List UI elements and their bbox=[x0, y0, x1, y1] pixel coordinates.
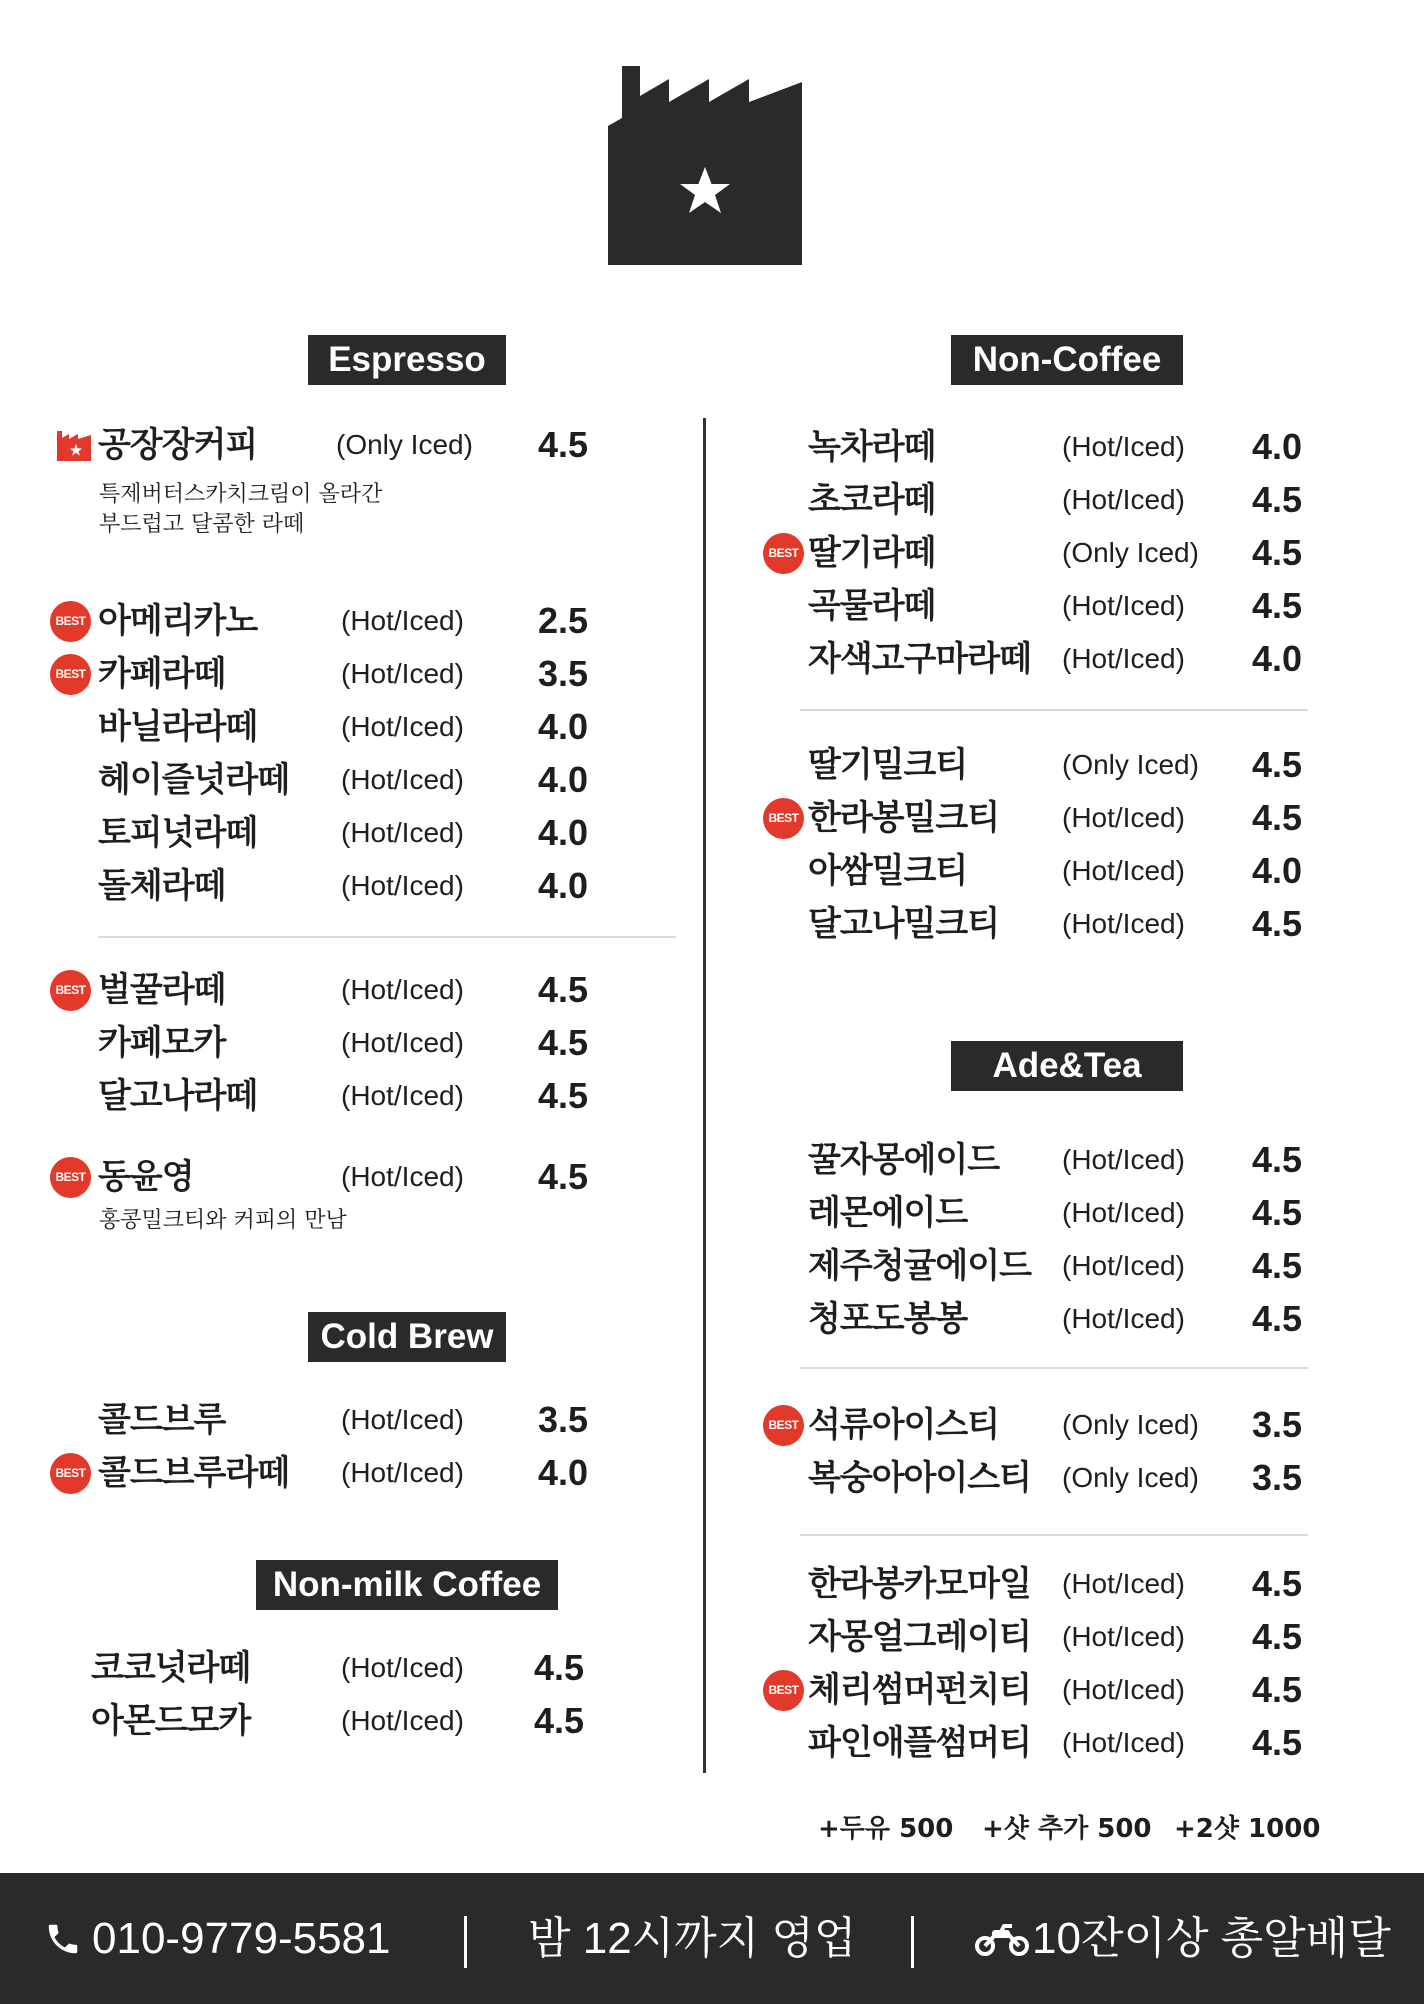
menu-item bbox=[763, 900, 1323, 948]
item-price: 4.5 bbox=[534, 1647, 585, 1688]
menu-item bbox=[763, 423, 1323, 471]
item-price: 4.0 bbox=[1252, 850, 1303, 891]
item-temp: (Hot/Iced) bbox=[341, 870, 464, 901]
section-header-non-coffee: Non-Coffee bbox=[951, 335, 1183, 385]
item-temp: (Hot/Iced) bbox=[1062, 1250, 1185, 1281]
menu-item bbox=[763, 1719, 1323, 1767]
item-name: 복숭아아이스티 bbox=[808, 1458, 1031, 1498]
column-divider bbox=[703, 418, 706, 1773]
footer-separator bbox=[911, 1916, 914, 1968]
item-name: 녹차라떼 bbox=[808, 427, 936, 467]
item-price: 4.5 bbox=[534, 1700, 585, 1741]
item-price: 4.5 bbox=[1252, 1616, 1303, 1657]
footer-phone[interactable]: 010-9779-5581 bbox=[92, 1914, 391, 1963]
item-price: 4.5 bbox=[1252, 479, 1303, 520]
item-temp: (Only Iced) bbox=[1062, 537, 1199, 568]
menu-item bbox=[50, 1396, 610, 1444]
menu-item bbox=[50, 597, 610, 645]
phone-icon bbox=[44, 1920, 82, 1958]
divider-non-coffee bbox=[800, 709, 1308, 711]
menu-item bbox=[50, 1153, 610, 1201]
item-name: 벌꿀라떼 bbox=[98, 970, 226, 1010]
item-price: 4.5 bbox=[1252, 1192, 1303, 1233]
section-header-ade-tea: Ade&Tea bbox=[951, 1041, 1183, 1091]
item-name: 한라봉밀크티 bbox=[808, 798, 1000, 838]
item-name: 카페모카 bbox=[98, 1023, 226, 1063]
item-name: 아몬드모카 bbox=[91, 1701, 251, 1741]
item-temp: (Hot/Iced) bbox=[341, 1652, 464, 1683]
extra-soy: +두유 500 bbox=[818, 1814, 954, 1844]
menu-item bbox=[763, 1613, 1323, 1661]
menu-item bbox=[50, 756, 610, 804]
item-name: 체리썸머펀치티 bbox=[808, 1670, 1031, 1710]
menu-item bbox=[763, 794, 1323, 842]
best-badge: BEST bbox=[50, 1453, 91, 1494]
item-temp: (Hot/Iced) bbox=[341, 1080, 464, 1111]
item-price: 4.5 bbox=[1252, 1563, 1303, 1604]
item-temp: (Hot/Iced) bbox=[1062, 1197, 1185, 1228]
item-name: 코코넛라떼 bbox=[91, 1648, 251, 1688]
item-temp: (Hot/Iced) bbox=[341, 974, 464, 1005]
item-name: 자몽얼그레이티 bbox=[808, 1617, 1031, 1657]
menu-item bbox=[50, 862, 610, 910]
item-price: 4.5 bbox=[538, 424, 589, 465]
item-temp: (Hot/Iced) bbox=[1062, 590, 1185, 621]
item-description: 홍콩밀크티와 커피의 만남 bbox=[99, 1208, 347, 1233]
item-price: 4.0 bbox=[538, 1452, 589, 1493]
best-badge: BEST bbox=[763, 533, 804, 574]
item-name: 공장장커피 bbox=[98, 425, 258, 465]
item-temp: (Hot/Iced) bbox=[1062, 484, 1185, 515]
footer-separator bbox=[464, 1916, 467, 1968]
menu-item bbox=[763, 582, 1323, 630]
item-price: 4.5 bbox=[1252, 1669, 1303, 1710]
extra-shot: +샷 추가 500 bbox=[982, 1814, 1152, 1844]
item-price: 3.5 bbox=[1252, 1457, 1303, 1498]
menu-item-signature bbox=[50, 421, 610, 469]
item-name: 동윤영 bbox=[98, 1157, 194, 1197]
menu-item bbox=[50, 650, 610, 698]
divider-ade bbox=[800, 1367, 1308, 1369]
item-price: 4.5 bbox=[538, 969, 589, 1010]
item-price: 4.0 bbox=[538, 865, 589, 906]
best-badge: BEST bbox=[763, 798, 804, 839]
item-temp: (Hot/Iced) bbox=[1062, 643, 1185, 674]
item-name: 석류아이스티 bbox=[808, 1405, 1000, 1445]
item-name: 돌체라떼 bbox=[98, 866, 226, 906]
item-price: 4.5 bbox=[1252, 797, 1303, 838]
item-temp: (Hot/Iced) bbox=[1062, 1303, 1185, 1334]
section-header-non-milk-coffee: Non-milk Coffee bbox=[256, 1560, 558, 1610]
menu-item bbox=[50, 809, 610, 857]
best-badge: BEST bbox=[50, 601, 91, 642]
item-price: 3.5 bbox=[1252, 1404, 1303, 1445]
menu-item bbox=[763, 1454, 1323, 1502]
footer-hours: 밤 12시까지 영업 bbox=[528, 1914, 857, 1963]
item-name: 제주청귤에이드 bbox=[808, 1246, 1031, 1286]
item-temp: (Only Iced) bbox=[336, 429, 473, 460]
item-price: 4.5 bbox=[1252, 585, 1303, 626]
item-price: 4.5 bbox=[538, 1156, 589, 1197]
menu-item bbox=[763, 1136, 1323, 1184]
item-name: 아쌈밀크티 bbox=[808, 851, 968, 891]
item-price: 3.5 bbox=[538, 653, 589, 694]
item-name: 레몬에이드 bbox=[808, 1193, 968, 1233]
best-badge: BEST bbox=[50, 970, 91, 1011]
menu-item bbox=[50, 1697, 610, 1745]
item-price: 4.5 bbox=[1252, 1245, 1303, 1286]
item-name: 토피넛라떼 bbox=[98, 813, 258, 853]
menu-item bbox=[763, 1189, 1323, 1237]
item-name: 달고나라떼 bbox=[98, 1076, 258, 1116]
item-name: 꿀자몽에이드 bbox=[808, 1140, 1000, 1180]
item-name: 곡물라떼 bbox=[808, 586, 936, 626]
menu-item bbox=[763, 1242, 1323, 1290]
item-temp: (Hot/Iced) bbox=[1062, 1568, 1185, 1599]
item-temp: (Hot/Iced) bbox=[1062, 855, 1185, 886]
menu-item bbox=[763, 1295, 1323, 1343]
item-temp: (Hot/Iced) bbox=[341, 711, 464, 742]
menu-item bbox=[50, 966, 610, 1014]
item-name: 청포도봉봉 bbox=[808, 1299, 968, 1339]
item-temp: (Hot/Iced) bbox=[341, 658, 464, 689]
section-header-cold-brew: Cold Brew bbox=[308, 1312, 506, 1362]
item-price: 3.5 bbox=[538, 1399, 589, 1440]
best-badge: BEST bbox=[763, 1670, 804, 1711]
item-price: 4.5 bbox=[538, 1022, 589, 1063]
item-temp: (Hot/Iced) bbox=[341, 817, 464, 848]
item-temp: (Hot/Iced) bbox=[341, 1705, 464, 1736]
menu-item bbox=[763, 1666, 1323, 1714]
item-name: 바닐라라떼 bbox=[98, 707, 258, 747]
divider-espresso bbox=[98, 936, 676, 938]
item-price: 4.5 bbox=[1252, 1722, 1303, 1763]
menu-item bbox=[763, 741, 1323, 789]
item-price: 4.0 bbox=[538, 706, 589, 747]
item-name: 딸기밀크티 bbox=[808, 745, 968, 785]
item-temp: (Hot/Iced) bbox=[341, 605, 464, 636]
item-name: 초코라떼 bbox=[808, 480, 936, 520]
item-temp: (Hot/Iced) bbox=[1062, 1727, 1185, 1758]
menu-item bbox=[763, 847, 1323, 895]
item-price: 4.5 bbox=[1252, 1139, 1303, 1180]
item-temp: (Hot/Iced) bbox=[1062, 431, 1185, 462]
item-temp: (Hot/Iced) bbox=[1062, 802, 1185, 833]
factory-mini-icon bbox=[56, 431, 92, 461]
item-name: 한라봉카모마일 bbox=[808, 1564, 1031, 1604]
item-description: 특제버터스카치크림이 올라간 부드럽고 달콤한 라떼 bbox=[99, 482, 383, 537]
item-price: 4.0 bbox=[1252, 638, 1303, 679]
best-badge: BEST bbox=[763, 1405, 804, 1446]
item-name: 자색고구마라떼 bbox=[808, 639, 1031, 679]
item-temp: (Only Iced) bbox=[1062, 1462, 1199, 1493]
menu-item bbox=[763, 635, 1323, 683]
menu-item bbox=[763, 476, 1323, 524]
item-price: 4.5 bbox=[1252, 532, 1303, 573]
menu-item bbox=[50, 1449, 610, 1497]
item-temp: (Hot/Iced) bbox=[1062, 1144, 1185, 1175]
factory-logo-icon bbox=[607, 66, 805, 265]
menu-item bbox=[763, 1401, 1323, 1449]
item-temp: (Hot/Iced) bbox=[1062, 1674, 1185, 1705]
item-name: 헤이즐넛라떼 bbox=[98, 760, 290, 800]
item-name: 아메리카노 bbox=[98, 601, 258, 641]
item-temp: (Only Iced) bbox=[1062, 749, 1199, 780]
item-price: 4.5 bbox=[1252, 1298, 1303, 1339]
item-name: 카페라떼 bbox=[98, 654, 226, 694]
item-price: 4.5 bbox=[1252, 903, 1303, 944]
menu-item bbox=[763, 529, 1323, 577]
item-temp: (Hot/Iced) bbox=[341, 1161, 464, 1192]
item-name: 콜드브루라떼 bbox=[98, 1453, 290, 1493]
menu-item bbox=[50, 703, 610, 751]
item-temp: (Hot/Iced) bbox=[341, 1027, 464, 1058]
item-temp: (Hot/Iced) bbox=[341, 764, 464, 795]
item-temp: (Hot/Iced) bbox=[341, 1457, 464, 1488]
best-badge: BEST bbox=[50, 654, 91, 695]
item-price: 4.5 bbox=[538, 1075, 589, 1116]
item-temp: (Hot/Iced) bbox=[341, 1404, 464, 1435]
item-name: 파인애플썸머티 bbox=[808, 1723, 1031, 1763]
menu-item bbox=[50, 1019, 610, 1067]
item-price: 4.5 bbox=[1252, 744, 1303, 785]
item-price: 4.0 bbox=[1252, 426, 1303, 467]
item-name: 딸기라떼 bbox=[808, 533, 936, 573]
menu-item bbox=[50, 1072, 610, 1120]
section-header-espresso: Espresso bbox=[308, 335, 506, 385]
extra-double-shot: +2샷 1000 bbox=[1174, 1814, 1321, 1844]
menu-item bbox=[763, 1560, 1323, 1608]
footer-delivery: 10잔이상 총알배달 bbox=[1032, 1914, 1391, 1963]
item-price: 4.0 bbox=[538, 812, 589, 853]
item-temp: (Hot/Iced) bbox=[1062, 908, 1185, 939]
motorcycle-icon bbox=[974, 1922, 1030, 1958]
item-temp: (Hot/Iced) bbox=[1062, 1621, 1185, 1652]
best-badge: BEST bbox=[50, 1157, 91, 1198]
item-price: 4.0 bbox=[538, 759, 589, 800]
divider-iced-tea bbox=[800, 1534, 1308, 1536]
item-name: 콜드브루 bbox=[98, 1400, 226, 1440]
item-temp: (Only Iced) bbox=[1062, 1409, 1199, 1440]
item-price: 2.5 bbox=[538, 600, 589, 641]
menu-item bbox=[50, 1644, 610, 1692]
footer-bar bbox=[0, 1873, 1424, 2004]
item-name: 달고나밀크티 bbox=[808, 904, 1000, 944]
